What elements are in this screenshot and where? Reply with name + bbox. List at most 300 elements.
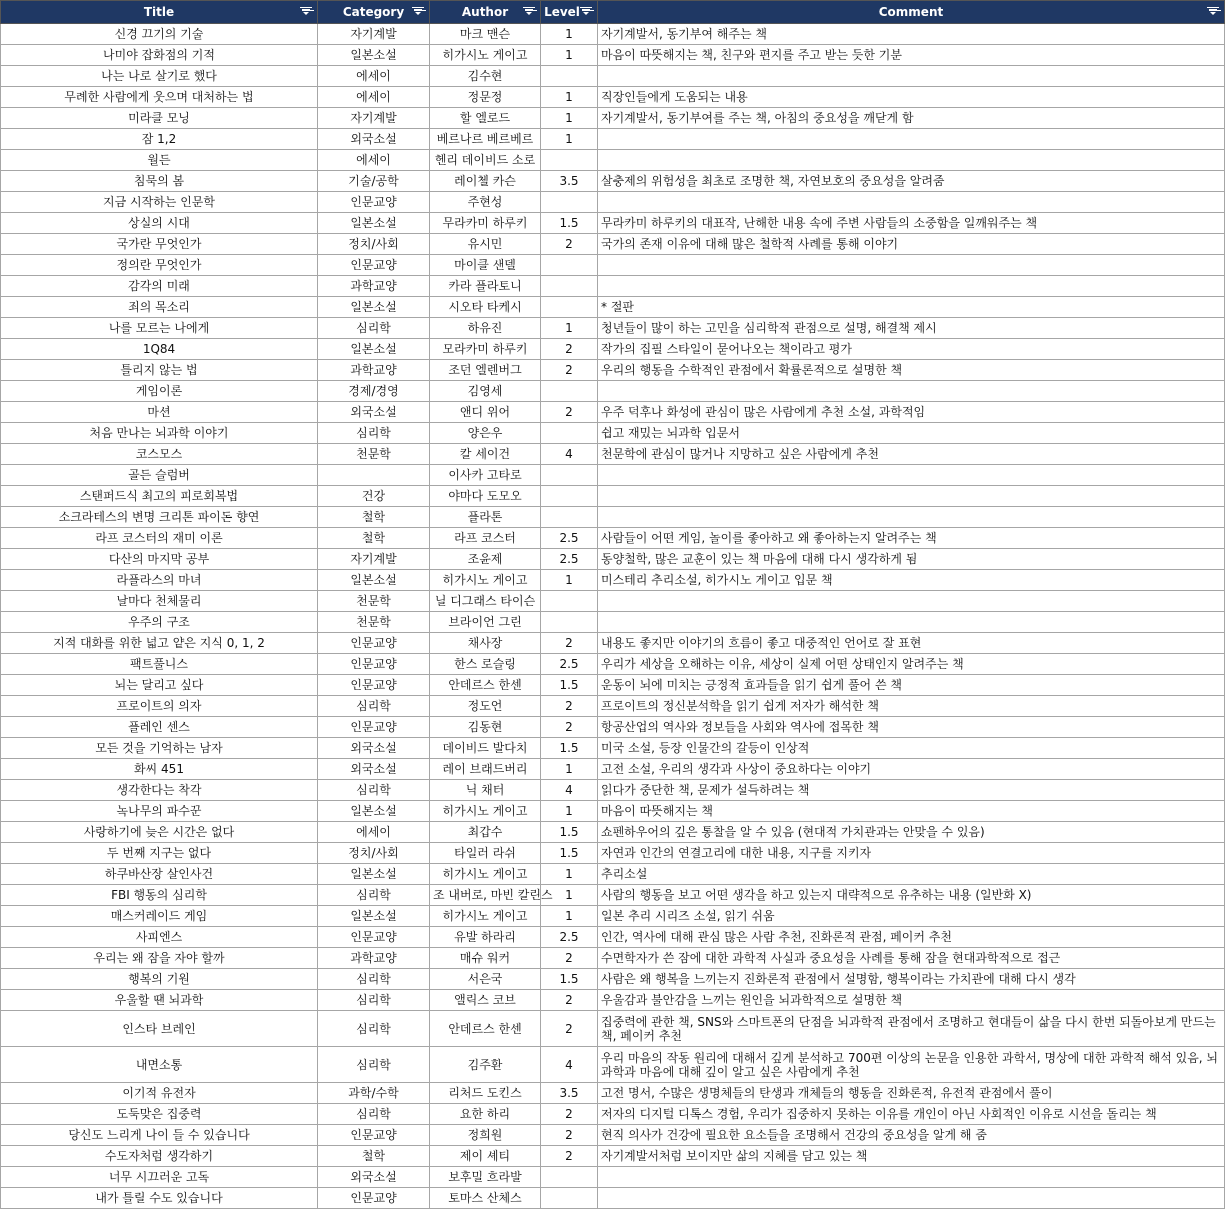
table-row[interactable] (1, 45, 1225, 66)
category-cell[interactable]: 자기계발 (318, 549, 430, 570)
level-cell[interactable]: 1.5 (541, 738, 598, 759)
comment-cell[interactable]: 자기계발서, 동기부여 해주는 책 (598, 24, 1225, 45)
category-cell[interactable]: 심리학 (318, 696, 430, 717)
author-cell[interactable]: 데이비드 발다치 (430, 738, 541, 759)
title-cell[interactable]: 내면소통 (1, 1047, 318, 1083)
category-cell[interactable]: 과학교양 (318, 948, 430, 969)
category-cell[interactable]: 심리학 (318, 885, 430, 906)
category-cell[interactable]: 과학교양 (318, 276, 430, 297)
table-row[interactable] (1, 234, 1225, 255)
table-row[interactable] (1, 612, 1225, 633)
title-cell[interactable]: 마션 (1, 402, 318, 423)
author-cell[interactable]: 정문정 (430, 87, 541, 108)
table-row[interactable] (1, 507, 1225, 528)
title-cell[interactable]: 너무 시끄러운 고독 (1, 1167, 318, 1188)
table-row[interactable] (1, 717, 1225, 738)
category-cell[interactable]: 인문교양 (318, 192, 430, 213)
header-author[interactable]: Author (430, 1, 541, 24)
author-cell[interactable]: 닐 디그래스 타이슨 (430, 591, 541, 612)
category-cell[interactable]: 심리학 (318, 1011, 430, 1047)
title-cell[interactable]: 침묵의 봄 (1, 171, 318, 192)
author-cell[interactable]: 유시민 (430, 234, 541, 255)
level-cell[interactable] (541, 1167, 598, 1188)
comment-cell[interactable]: 미국 소설, 등장 인물간의 갈등이 인상적 (598, 738, 1225, 759)
title-cell[interactable]: 지적 대화를 위한 넓고 얕은 지식 0, 1, 2 (1, 633, 318, 654)
title-cell[interactable]: 상실의 시대 (1, 213, 318, 234)
comment-cell[interactable] (598, 276, 1225, 297)
level-cell[interactable]: 1 (541, 129, 598, 150)
title-cell[interactable]: 스탠퍼드식 최고의 피로회복법 (1, 486, 318, 507)
level-cell[interactable] (541, 255, 598, 276)
category-cell[interactable]: 심리학 (318, 1104, 430, 1125)
comment-cell[interactable] (598, 129, 1225, 150)
level-cell[interactable]: 1 (541, 906, 598, 927)
table-row[interactable] (1, 129, 1225, 150)
author-cell[interactable]: 채사장 (430, 633, 541, 654)
table-row[interactable] (1, 654, 1225, 675)
table-row[interactable] (1, 738, 1225, 759)
title-cell[interactable]: 뇌는 달리고 싶다 (1, 675, 318, 696)
table-row[interactable] (1, 633, 1225, 654)
comment-cell[interactable]: 고전 소설, 우리의 생각과 사상이 중요하다는 이야기 (598, 759, 1225, 780)
level-cell[interactable]: 2 (541, 990, 598, 1011)
category-cell[interactable]: 에세이 (318, 87, 430, 108)
level-cell[interactable]: 2.5 (541, 927, 598, 948)
title-cell[interactable]: 코스모스 (1, 444, 318, 465)
level-cell[interactable]: 1 (541, 801, 598, 822)
comment-cell[interactable]: 집중력에 관한 책, SNS와 스마트폰의 단점을 뇌과학적 관점에서 조명하고 현대들이 삶을 다시 한번 되돌아보게 만드는 책, 페이커 추천 (598, 1011, 1225, 1047)
author-cell[interactable]: 제이 셰티 (430, 1146, 541, 1167)
title-cell[interactable]: 행복의 기원 (1, 969, 318, 990)
table-row[interactable] (1, 66, 1225, 87)
category-cell[interactable]: 정치/사회 (318, 234, 430, 255)
table-row[interactable] (1, 1188, 1225, 1209)
comment-cell[interactable] (598, 1188, 1225, 1209)
level-cell[interactable] (541, 507, 598, 528)
table-row[interactable] (1, 465, 1225, 486)
filter-icon[interactable] (523, 6, 535, 16)
table-row[interactable] (1, 24, 1225, 45)
author-cell[interactable]: 매슈 워커 (430, 948, 541, 969)
table-row[interactable] (1, 528, 1225, 549)
comment-cell[interactable]: 우리가 세상을 오해하는 이유, 세상이 실제 어떤 상태인지 알려주는 책 (598, 654, 1225, 675)
title-cell[interactable]: 틀리지 않는 법 (1, 360, 318, 381)
table-row[interactable] (1, 318, 1225, 339)
author-cell[interactable]: 히가시노 게이고 (430, 570, 541, 591)
title-cell[interactable]: 감각의 미래 (1, 276, 318, 297)
title-cell[interactable]: 나를 모르는 나에게 (1, 318, 318, 339)
author-cell[interactable]: 한스 로슬링 (430, 654, 541, 675)
category-cell[interactable]: 심리학 (318, 318, 430, 339)
level-cell[interactable]: 2 (541, 1104, 598, 1125)
title-cell[interactable]: 신경 끄기의 기술 (1, 24, 318, 45)
table-row[interactable] (1, 339, 1225, 360)
table-row[interactable] (1, 969, 1225, 990)
level-cell[interactable] (541, 486, 598, 507)
level-cell[interactable]: 1.5 (541, 822, 598, 843)
comment-cell[interactable]: 쇼펜하우어의 깊은 통찰을 알 수 있음 (현대적 가치관과는 안맞을 수 있음) (598, 822, 1225, 843)
title-cell[interactable]: 사피엔스 (1, 927, 318, 948)
level-cell[interactable] (541, 1188, 598, 1209)
comment-cell[interactable] (598, 66, 1225, 87)
title-cell[interactable]: 모든 것을 기억하는 남자 (1, 738, 318, 759)
category-cell[interactable]: 심리학 (318, 423, 430, 444)
category-cell[interactable]: 과학/수학 (318, 1083, 430, 1104)
comment-cell[interactable] (598, 486, 1225, 507)
author-cell[interactable]: 마이클 샌델 (430, 255, 541, 276)
comment-cell[interactable]: 읽다가 중단한 책, 문제가 설득하려는 책 (598, 780, 1225, 801)
author-cell[interactable]: 김주환 (430, 1047, 541, 1083)
category-cell[interactable]: 천문학 (318, 591, 430, 612)
author-cell[interactable]: 양은우 (430, 423, 541, 444)
title-cell[interactable]: 팩트풀니스 (1, 654, 318, 675)
comment-cell[interactable] (598, 612, 1225, 633)
title-cell[interactable]: 1Q84 (1, 339, 318, 360)
comment-cell[interactable]: 천문학에 관심이 많거나 지망하고 싶은 사람에게 추천 (598, 444, 1225, 465)
author-cell[interactable]: 라프 코스터 (430, 528, 541, 549)
category-cell[interactable]: 경제/경영 (318, 381, 430, 402)
title-cell[interactable]: 처음 만나는 뇌과학 이야기 (1, 423, 318, 444)
author-cell[interactable]: 히가시노 게이고 (430, 801, 541, 822)
comment-cell[interactable]: 내용도 좋지만 이야기의 흐름이 좋고 대중적인 언어로 잘 표현 (598, 633, 1225, 654)
title-cell[interactable]: 사랑하기에 늦은 시간은 없다 (1, 822, 318, 843)
table-row[interactable] (1, 276, 1225, 297)
author-cell[interactable]: 시오타 타케시 (430, 297, 541, 318)
author-cell[interactable]: 서은국 (430, 969, 541, 990)
category-cell[interactable]: 일본소설 (318, 339, 430, 360)
author-cell[interactable]: 레이첼 카슨 (430, 171, 541, 192)
table-row[interactable] (1, 780, 1225, 801)
table-row[interactable] (1, 486, 1225, 507)
table-row[interactable] (1, 927, 1225, 948)
title-cell[interactable]: 무례한 사람에게 웃으며 대처하는 법 (1, 87, 318, 108)
category-cell[interactable]: 일본소설 (318, 570, 430, 591)
table-row[interactable] (1, 192, 1225, 213)
category-cell[interactable]: 건강 (318, 486, 430, 507)
title-cell[interactable]: 도둑맞은 집중력 (1, 1104, 318, 1125)
title-cell[interactable]: 생각한다는 착각 (1, 780, 318, 801)
table-row[interactable] (1, 591, 1225, 612)
author-cell[interactable]: 히가시노 게이고 (430, 906, 541, 927)
title-cell[interactable]: 골든 슬럼버 (1, 465, 318, 486)
title-cell[interactable]: 미라클 모닝 (1, 108, 318, 129)
level-cell[interactable]: 1.5 (541, 843, 598, 864)
category-cell[interactable]: 외국소설 (318, 129, 430, 150)
comment-cell[interactable]: 작가의 집필 스타일이 묻어나오는 책이라고 평가 (598, 339, 1225, 360)
title-cell[interactable]: 화씨 451 (1, 759, 318, 780)
comment-cell[interactable]: 직장인들에게 도움되는 내용 (598, 87, 1225, 108)
level-cell[interactable] (541, 423, 598, 444)
level-cell[interactable]: 2 (541, 1125, 598, 1146)
author-cell[interactable]: 보후밀 흐라발 (430, 1167, 541, 1188)
comment-cell[interactable]: 우주 덕후나 화성에 관심이 많은 사람에게 추천 소설, 과학적임 (598, 402, 1225, 423)
table-row[interactable] (1, 885, 1225, 906)
table-row[interactable] (1, 675, 1225, 696)
title-cell[interactable]: 월든 (1, 150, 318, 171)
author-cell[interactable]: 하유진 (430, 318, 541, 339)
level-cell[interactable]: 1 (541, 759, 598, 780)
comment-cell[interactable]: 무라카미 하루키의 대표작, 난해한 내용 속에 주변 사람들의 소중함을 일깨워주는 책 (598, 213, 1225, 234)
author-cell[interactable]: 모라카미 하루키 (430, 339, 541, 360)
category-cell[interactable]: 외국소설 (318, 738, 430, 759)
category-cell[interactable]: 일본소설 (318, 297, 430, 318)
comment-cell[interactable]: 저자의 디지털 디톡스 경험, 우리가 집중하지 못하는 이유를 개인이 아닌 사회적인 이유로 시선을 돌리는 책 (598, 1104, 1225, 1125)
author-cell[interactable]: 안데르스 한센 (430, 675, 541, 696)
table-row[interactable] (1, 213, 1225, 234)
level-cell[interactable]: 2 (541, 717, 598, 738)
title-cell[interactable]: 우울할 땐 뇌과학 (1, 990, 318, 1011)
category-cell[interactable]: 철학 (318, 507, 430, 528)
filter-icon[interactable] (1207, 6, 1219, 16)
title-cell[interactable]: 당신도 느리게 나이 들 수 있습니다 (1, 1125, 318, 1146)
category-cell[interactable]: 외국소설 (318, 402, 430, 423)
comment-cell[interactable]: 미스테리 추리소설, 히가시노 게이고 입문 책 (598, 570, 1225, 591)
filter-icon[interactable] (412, 6, 424, 16)
author-cell[interactable]: 레이 브래드버리 (430, 759, 541, 780)
author-cell[interactable]: 플라톤 (430, 507, 541, 528)
comment-cell[interactable]: 자기계발서처럼 보이지만 삶의 지혜를 담고 있는 책 (598, 1146, 1225, 1167)
comment-cell[interactable] (598, 507, 1225, 528)
author-cell[interactable]: 김동현 (430, 717, 541, 738)
table-row[interactable] (1, 1167, 1225, 1188)
category-cell[interactable] (318, 465, 430, 486)
comment-cell[interactable]: 자기계발서, 동기부여를 주는 책, 아침의 중요성을 깨닫게 함 (598, 108, 1225, 129)
author-cell[interactable]: 정도언 (430, 696, 541, 717)
table-row[interactable] (1, 402, 1225, 423)
author-cell[interactable]: 리처드 도킨스 (430, 1083, 541, 1104)
filter-icon[interactable] (580, 6, 592, 16)
comment-cell[interactable]: 수면학자가 쓴 잠에 대한 과학적 사실과 중요성을 사례를 통해 잠을 현대과학적으로 접근 (598, 948, 1225, 969)
table-row[interactable] (1, 1125, 1225, 1146)
table-row[interactable] (1, 297, 1225, 318)
level-cell[interactable]: 3.5 (541, 171, 598, 192)
category-cell[interactable]: 기술/공학 (318, 171, 430, 192)
table-row[interactable] (1, 1104, 1225, 1125)
author-cell[interactable]: 닉 채터 (430, 780, 541, 801)
category-cell[interactable]: 천문학 (318, 612, 430, 633)
category-cell[interactable]: 과학교양 (318, 360, 430, 381)
title-cell[interactable]: 날마다 천체물리 (1, 591, 318, 612)
comment-cell[interactable]: 고전 명서, 수많은 생명체들의 탄생과 개체들의 행동을 진화론적, 유전적 관점에서 풀이 (598, 1083, 1225, 1104)
level-cell[interactable] (541, 297, 598, 318)
comment-cell[interactable] (598, 591, 1225, 612)
category-cell[interactable]: 일본소설 (318, 213, 430, 234)
comment-cell[interactable] (598, 1167, 1225, 1188)
level-cell[interactable] (541, 591, 598, 612)
level-cell[interactable]: 2 (541, 1011, 598, 1047)
category-cell[interactable]: 에세이 (318, 822, 430, 843)
category-cell[interactable]: 인문교양 (318, 255, 430, 276)
author-cell[interactable]: 카라 플라토니 (430, 276, 541, 297)
category-cell[interactable]: 자기계발 (318, 24, 430, 45)
title-cell[interactable]: 플레인 센스 (1, 717, 318, 738)
table-row[interactable] (1, 822, 1225, 843)
author-cell[interactable]: 토마스 산체스 (430, 1188, 541, 1209)
comment-cell[interactable]: 동양철학, 많은 교훈이 있는 책 마음에 대해 다시 생각하게 됨 (598, 549, 1225, 570)
author-cell[interactable]: 주현성 (430, 192, 541, 213)
table-row[interactable] (1, 906, 1225, 927)
title-cell[interactable]: 게임이론 (1, 381, 318, 402)
table-row[interactable] (1, 381, 1225, 402)
author-cell[interactable]: 앨릭스 코브 (430, 990, 541, 1011)
comment-cell[interactable]: 일본 추리 시리즈 소설, 읽기 쉬움 (598, 906, 1225, 927)
table-row[interactable] (1, 843, 1225, 864)
category-cell[interactable]: 인문교양 (318, 654, 430, 675)
table-row[interactable] (1, 171, 1225, 192)
table-row[interactable] (1, 570, 1225, 591)
level-cell[interactable]: 2 (541, 948, 598, 969)
table-row[interactable] (1, 1083, 1225, 1104)
title-cell[interactable]: 우리는 왜 잠을 자야 할까 (1, 948, 318, 969)
category-cell[interactable]: 인문교양 (318, 927, 430, 948)
category-cell[interactable]: 외국소설 (318, 759, 430, 780)
table-row[interactable] (1, 549, 1225, 570)
author-cell[interactable]: 유발 하라리 (430, 927, 541, 948)
level-cell[interactable]: 4 (541, 1047, 598, 1083)
comment-cell[interactable]: 운동이 뇌에 미치는 긍정적 효과들을 읽기 쉽게 풀어 쓴 책 (598, 675, 1225, 696)
level-cell[interactable] (541, 465, 598, 486)
category-cell[interactable]: 외국소설 (318, 1167, 430, 1188)
title-cell[interactable]: 두 번째 지구는 없다 (1, 843, 318, 864)
author-cell[interactable]: 야마다 도모오 (430, 486, 541, 507)
author-cell[interactable]: 정희원 (430, 1125, 541, 1146)
title-cell[interactable]: 내가 틀릴 수도 있습니다 (1, 1188, 318, 1209)
level-cell[interactable]: 2.5 (541, 549, 598, 570)
comment-cell[interactable] (598, 381, 1225, 402)
comment-cell[interactable]: 살충제의 위험성을 최초로 조명한 책, 자연보호의 중요성을 알려줌 (598, 171, 1225, 192)
comment-cell[interactable]: 자연과 인간의 연결고리에 대한 내용, 지구를 지키자 (598, 843, 1225, 864)
author-cell[interactable]: 최갑수 (430, 822, 541, 843)
header-comment[interactable]: Comment (598, 1, 1225, 24)
comment-cell[interactable]: 추리소설 (598, 864, 1225, 885)
table-row[interactable] (1, 759, 1225, 780)
author-cell[interactable]: 헨리 데이비드 소로 (430, 150, 541, 171)
level-cell[interactable]: 2 (541, 402, 598, 423)
header-title[interactable]: Title (1, 1, 318, 24)
table-row[interactable] (1, 1146, 1225, 1167)
title-cell[interactable]: 수도자처럼 생각하기 (1, 1146, 318, 1167)
table-row[interactable] (1, 864, 1225, 885)
comment-cell[interactable]: 사람들이 어떤 게임, 놀이를 좋아하고 왜 좋아하는지 알려주는 책 (598, 528, 1225, 549)
category-cell[interactable]: 철학 (318, 1146, 430, 1167)
author-cell[interactable]: 마크 맨슨 (430, 24, 541, 45)
level-cell[interactable] (541, 381, 598, 402)
category-cell[interactable]: 에세이 (318, 150, 430, 171)
level-cell[interactable]: 4 (541, 444, 598, 465)
table-row[interactable] (1, 990, 1225, 1011)
level-cell[interactable]: 1 (541, 885, 598, 906)
level-cell[interactable]: 1.5 (541, 675, 598, 696)
category-cell[interactable]: 천문학 (318, 444, 430, 465)
author-cell[interactable]: 요한 하리 (430, 1104, 541, 1125)
category-cell[interactable]: 심리학 (318, 1047, 430, 1083)
table-row[interactable] (1, 801, 1225, 822)
level-cell[interactable] (541, 150, 598, 171)
author-cell[interactable]: 할 엘로드 (430, 108, 541, 129)
category-cell[interactable]: 심리학 (318, 780, 430, 801)
table-row[interactable] (1, 423, 1225, 444)
category-cell[interactable]: 심리학 (318, 990, 430, 1011)
level-cell[interactable]: 2 (541, 360, 598, 381)
category-cell[interactable]: 자기계발 (318, 108, 430, 129)
comment-cell[interactable]: 마음이 따뜻해지는 책, 친구와 편지를 주고 받는 듯한 기분 (598, 45, 1225, 66)
table-row[interactable] (1, 1011, 1225, 1047)
table-row[interactable] (1, 444, 1225, 465)
level-cell[interactable]: 2 (541, 234, 598, 255)
comment-cell[interactable]: * 절판 (598, 297, 1225, 318)
table-row[interactable] (1, 108, 1225, 129)
table-row[interactable] (1, 87, 1225, 108)
title-cell[interactable]: 이기적 유전자 (1, 1083, 318, 1104)
category-cell[interactable]: 일본소설 (318, 864, 430, 885)
title-cell[interactable]: 라프 코스터의 재미 이론 (1, 528, 318, 549)
author-cell[interactable]: 김영세 (430, 381, 541, 402)
comment-cell[interactable] (598, 255, 1225, 276)
category-cell[interactable]: 철학 (318, 528, 430, 549)
level-cell[interactable]: 2 (541, 1146, 598, 1167)
level-cell[interactable]: 1 (541, 318, 598, 339)
category-cell[interactable]: 인문교양 (318, 675, 430, 696)
header-category[interactable]: Category (318, 1, 430, 24)
level-cell[interactable] (541, 612, 598, 633)
title-cell[interactable]: 인스타 브레인 (1, 1011, 318, 1047)
level-cell[interactable] (541, 276, 598, 297)
level-cell[interactable]: 2 (541, 696, 598, 717)
comment-cell[interactable]: 프로이트의 정신분석학을 읽기 쉽게 저자가 해석한 책 (598, 696, 1225, 717)
comment-cell[interactable]: 국가의 존재 이유에 대해 많은 철학적 사례를 통해 이야기 (598, 234, 1225, 255)
level-cell[interactable]: 1 (541, 45, 598, 66)
author-cell[interactable]: 조던 엘렌버그 (430, 360, 541, 381)
table-row[interactable] (1, 150, 1225, 171)
level-cell[interactable]: 2 (541, 633, 598, 654)
author-cell[interactable]: 이사카 고타로 (430, 465, 541, 486)
level-cell[interactable]: 1.5 (541, 969, 598, 990)
level-cell[interactable]: 4 (541, 780, 598, 801)
table-row[interactable] (1, 360, 1225, 381)
comment-cell[interactable] (598, 150, 1225, 171)
level-cell[interactable]: 1 (541, 87, 598, 108)
level-cell[interactable] (541, 192, 598, 213)
title-cell[interactable]: 프로이트의 의자 (1, 696, 318, 717)
level-cell[interactable]: 2 (541, 339, 598, 360)
title-cell[interactable]: 나미야 잡화점의 기적 (1, 45, 318, 66)
title-cell[interactable]: 매스커레이드 게임 (1, 906, 318, 927)
title-cell[interactable]: 잠 1,2 (1, 129, 318, 150)
comment-cell[interactable] (598, 465, 1225, 486)
author-cell[interactable]: 히가시노 게이고 (430, 45, 541, 66)
author-cell[interactable]: 칼 세이건 (430, 444, 541, 465)
author-cell[interactable]: 앤디 위어 (430, 402, 541, 423)
level-cell[interactable]: 1 (541, 108, 598, 129)
category-cell[interactable]: 일본소설 (318, 45, 430, 66)
title-cell[interactable]: 국가란 무엇인가 (1, 234, 318, 255)
level-cell[interactable]: 1 (541, 570, 598, 591)
comment-cell[interactable]: 현직 의사가 건강에 필요한 요소들을 조명해서 건강의 중요성을 알게 해 줌 (598, 1125, 1225, 1146)
table-row[interactable] (1, 948, 1225, 969)
title-cell[interactable]: 녹나무의 파수꾼 (1, 801, 318, 822)
level-cell[interactable] (541, 66, 598, 87)
comment-cell[interactable]: 인간, 역사에 대해 관심 많은 사람 추천, 진화론적 관점, 페이커 추천 (598, 927, 1225, 948)
author-cell[interactable]: 조 내버로, 마빈 칼린스 (430, 885, 541, 906)
table-row[interactable] (1, 255, 1225, 276)
level-cell[interactable]: 1.5 (541, 213, 598, 234)
table-row[interactable] (1, 1047, 1225, 1083)
title-cell[interactable]: 정의란 무엇인가 (1, 255, 318, 276)
title-cell[interactable]: 라플라스의 마녀 (1, 570, 318, 591)
table-row[interactable] (1, 696, 1225, 717)
author-cell[interactable]: 조윤제 (430, 549, 541, 570)
category-cell[interactable]: 인문교양 (318, 717, 430, 738)
